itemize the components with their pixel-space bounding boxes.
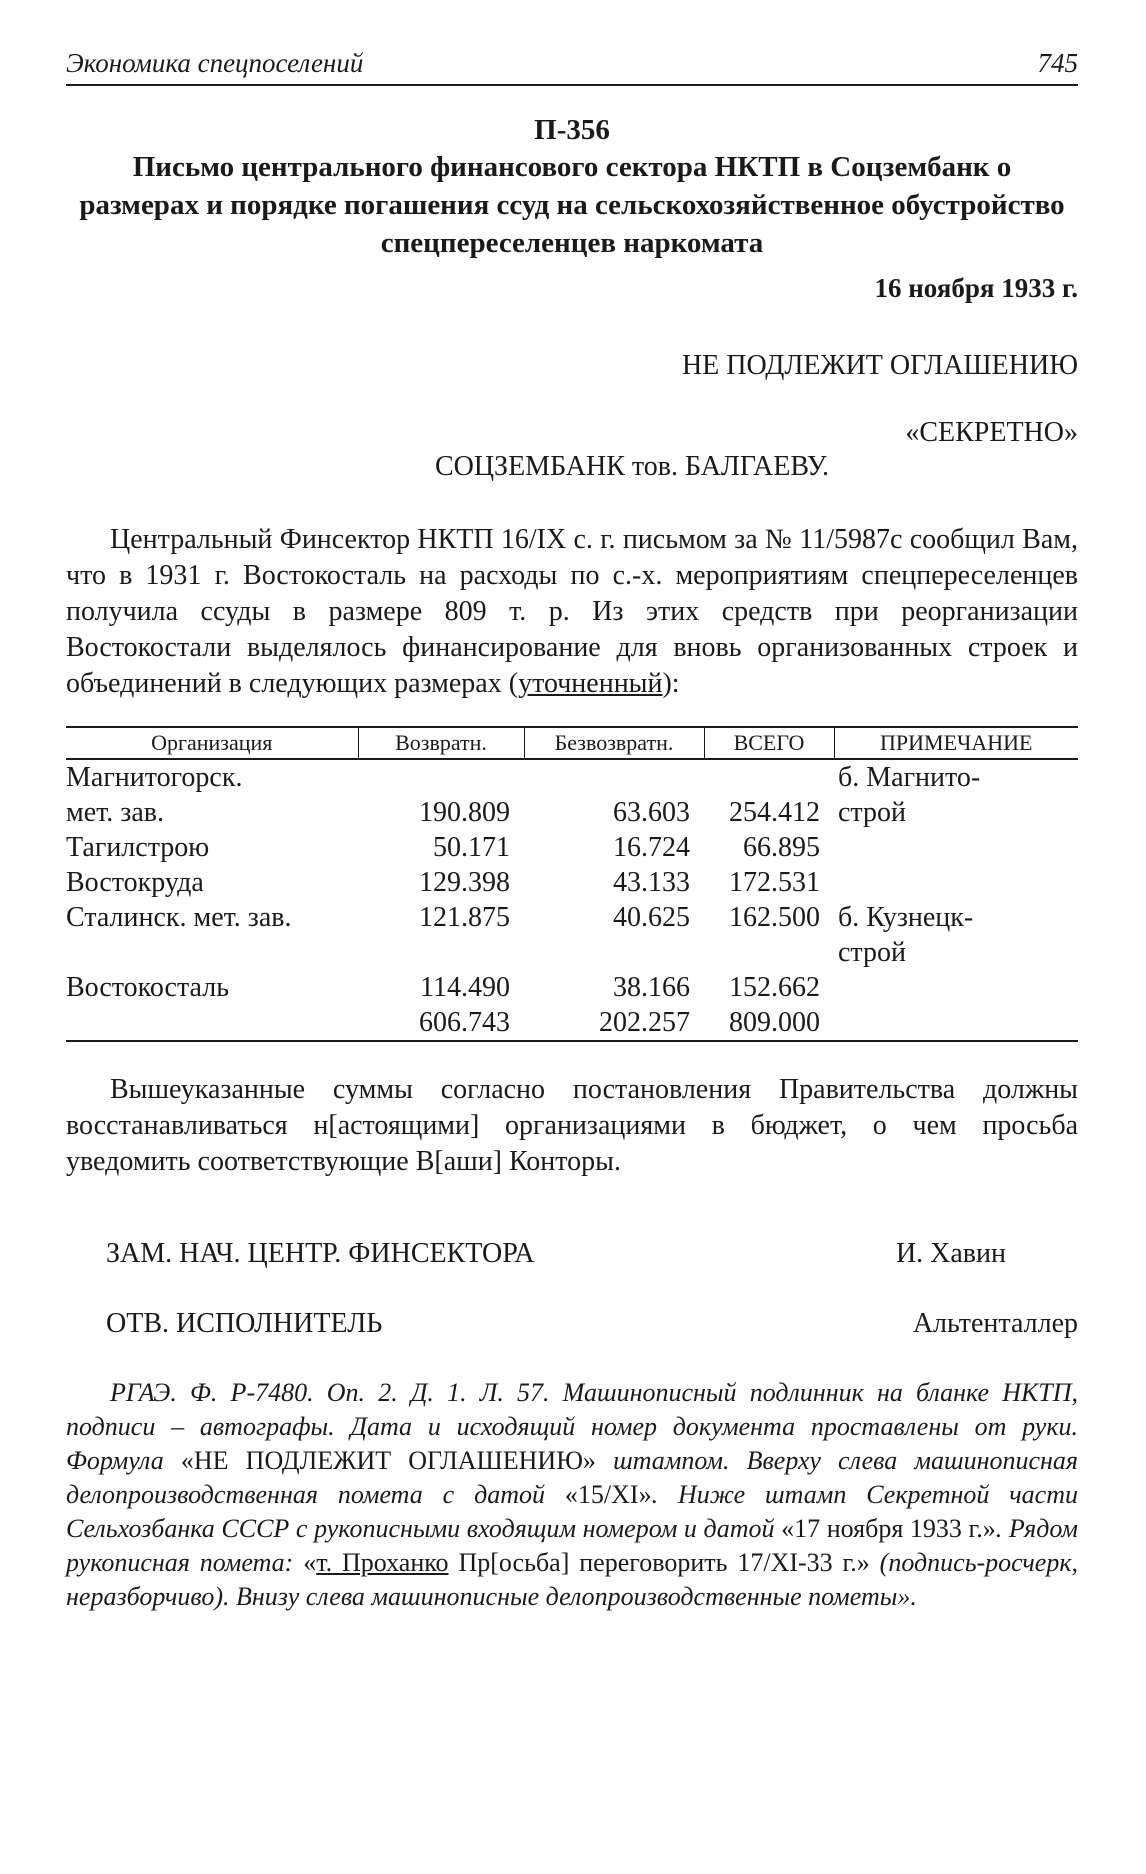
org-cell: Сталинск. мет. зав.: [66, 902, 292, 933]
signatory-title: ЗАМ. НАЧ. ЦЕНТР. ФИНСЕКТОРА: [106, 1238, 535, 1269]
paragraph-conclusion: Вышеуказанные суммы согласно постановления Правительства должны восстанавливаться н[астоящими] организациями в бюджет, о чем просьба уведомить соответствующие В[аши] Конторы.: [66, 1074, 1078, 1177]
column-header: ПРИМЕЧАНИЕ: [834, 727, 1078, 759]
note-cell: [834, 970, 1078, 1005]
returnable-cell: 114.490: [420, 972, 510, 1003]
column-header: Возвратн.: [358, 727, 524, 759]
allocation-table: [66, 726, 1078, 1042]
total-cell: [704, 759, 834, 795]
signatory-name: И. Хавин: [895, 1238, 1006, 1269]
note-cell: [834, 830, 1078, 865]
table-row: [66, 795, 1078, 830]
paren-close: ):: [662, 668, 680, 699]
total-cell: 162.500: [729, 902, 820, 933]
paragraph-intro-text: Центральный Финсектор НКТП 16/IX с. г. письмом за № 11/5987с сообщил Вам, что в 1931 г. Востокосталь на расходы по с.-х. мероприятиям спецпереселенцев получила ссуды в размере 809 т. р. Из этих средств при реорганизации Востокостали выделялось финансирование для вновь организованных строек и объединений в следующих размерах: [66, 524, 1078, 699]
nonreturnable-cell: 63.603: [613, 797, 690, 828]
nonreturnable-cell: 40.625: [613, 902, 690, 933]
note-cell: [834, 1005, 1078, 1041]
column-header: Организация: [66, 727, 358, 759]
returnable-cell: 50.171: [433, 832, 510, 863]
source-text: . Рядом рукописная помета:: [66, 1514, 1078, 1577]
table-header-row: [66, 727, 1078, 759]
returnable-cell: [358, 935, 524, 970]
org-cell: Востокосталь: [66, 972, 229, 1003]
handnote-name: т. Проханко: [316, 1548, 449, 1577]
table-row: [66, 759, 1078, 795]
document-page: [66, 46, 1078, 1640]
total-cell: [704, 935, 834, 970]
note-cell: [834, 865, 1078, 900]
returnable-cell: 121.875: [419, 902, 510, 933]
document-number: П-356: [534, 114, 610, 146]
source-text: РГАЭ. Ф. Р-7480. Оп. 2. Д. 1. Л. 57. Машинописный подлинник на бланке НКТП, подписи – автографы. Дата и исходящий номер документа проставлены от руки. Формула: [66, 1378, 1078, 1475]
addressee: СОЦЗЕМБАНК тов. БАЛГАЕВУ.: [434, 451, 830, 482]
page-number: 745: [1037, 48, 1078, 78]
column-header: Безвозвратн.: [524, 727, 704, 759]
running-header: [66, 46, 1078, 86]
quote-open: «: [303, 1548, 317, 1577]
org-cell: мет. зав.: [66, 797, 164, 828]
note-cell: б. Кузнецк-: [838, 902, 974, 933]
table-row: [66, 830, 1078, 865]
signature-executor: [66, 1306, 1078, 1342]
signatory-name: Альтенталлер: [912, 1308, 1078, 1339]
nonreturnable-cell: [524, 935, 704, 970]
org-cell: Магнитогорск.: [66, 762, 243, 793]
table-total-row: [66, 1005, 1078, 1041]
source-text: штампом. Вверху слева машинописная делопроизводственная помета с датой: [66, 1446, 1079, 1509]
total-cell: 66.895: [743, 832, 820, 863]
underlined-word: уточненный: [518, 668, 663, 699]
total-cell: 152.662: [729, 972, 820, 1003]
total-cell: 172.531: [729, 867, 820, 898]
signatory-title: ОТВ. ИСПОЛНИТЕЛЬ: [106, 1308, 383, 1339]
org-cell: Тагилстрою: [66, 832, 210, 863]
source-stamp-formula: «НЕ ПОДЛЕЖИТ ОГЛАШЕНИЮ»: [180, 1446, 596, 1475]
paragraph-intro: [66, 522, 1078, 702]
section-title: Экономика спецпоселений: [66, 48, 364, 78]
secret-mark: «СЕКРЕТНО»: [905, 417, 1078, 448]
source-text: . Ниже штамп Секретной части Сельхозбанка СССР с рукописными входящим номером и датой: [66, 1480, 1078, 1543]
document-title: Письмо центрального финансового сектора НКТП в Соцзембанк о размерах и порядке погашения ссуд на сельскохозяйственное обустройство спецпереселенцев наркомата: [79, 151, 1065, 259]
nonreturnable-cell: 43.133: [613, 867, 690, 898]
returnable-cell: 606.743: [358, 1005, 524, 1041]
table-row: [66, 935, 1078, 970]
org-cell: [66, 1005, 358, 1041]
source-date: «17 ноября 1933 г.»: [781, 1514, 996, 1543]
note-cell: строй: [838, 937, 906, 968]
confidentiality-stamp: НЕ ПОДЛЕЖИТ ОГЛАШЕНИЮ: [681, 350, 1078, 381]
returnable-cell: 190.809: [419, 797, 510, 828]
table-row: [66, 970, 1078, 1005]
column-header: ВСЕГО: [704, 727, 834, 759]
org-cell: [66, 935, 358, 970]
org-cell: Востокруда: [66, 867, 204, 898]
source-text: (подпись-росчерк, неразборчиво). Внизу слева машинописные делопроизводственные пометы».: [66, 1548, 1078, 1611]
note-cell: строй: [838, 797, 906, 828]
note-cell: б. Магнито-: [838, 762, 981, 793]
table-row: [66, 900, 1078, 935]
table-row: [66, 865, 1078, 900]
source-date: «15/XI»: [564, 1480, 652, 1509]
paren-open: (: [501, 668, 519, 699]
nonreturnable-cell: 38.166: [613, 972, 690, 1003]
total-cell: 809.000: [704, 1005, 834, 1041]
returnable-cell: 129.398: [419, 867, 510, 898]
signature-deputy: [66, 1236, 1078, 1272]
nonreturnable-cell: 16.724: [613, 832, 690, 863]
returnable-cell: [358, 759, 524, 795]
nonreturnable-cell: [524, 759, 704, 795]
archival-source-note: [66, 1376, 1078, 1614]
document-date: 16 ноября 1933 г.: [874, 273, 1078, 303]
total-cell: 254.412: [729, 797, 820, 828]
handnote-text: Пр[осьба] переговорить 17/XI-33 г.»: [448, 1548, 870, 1577]
nonreturnable-cell: 202.257: [524, 1005, 704, 1041]
